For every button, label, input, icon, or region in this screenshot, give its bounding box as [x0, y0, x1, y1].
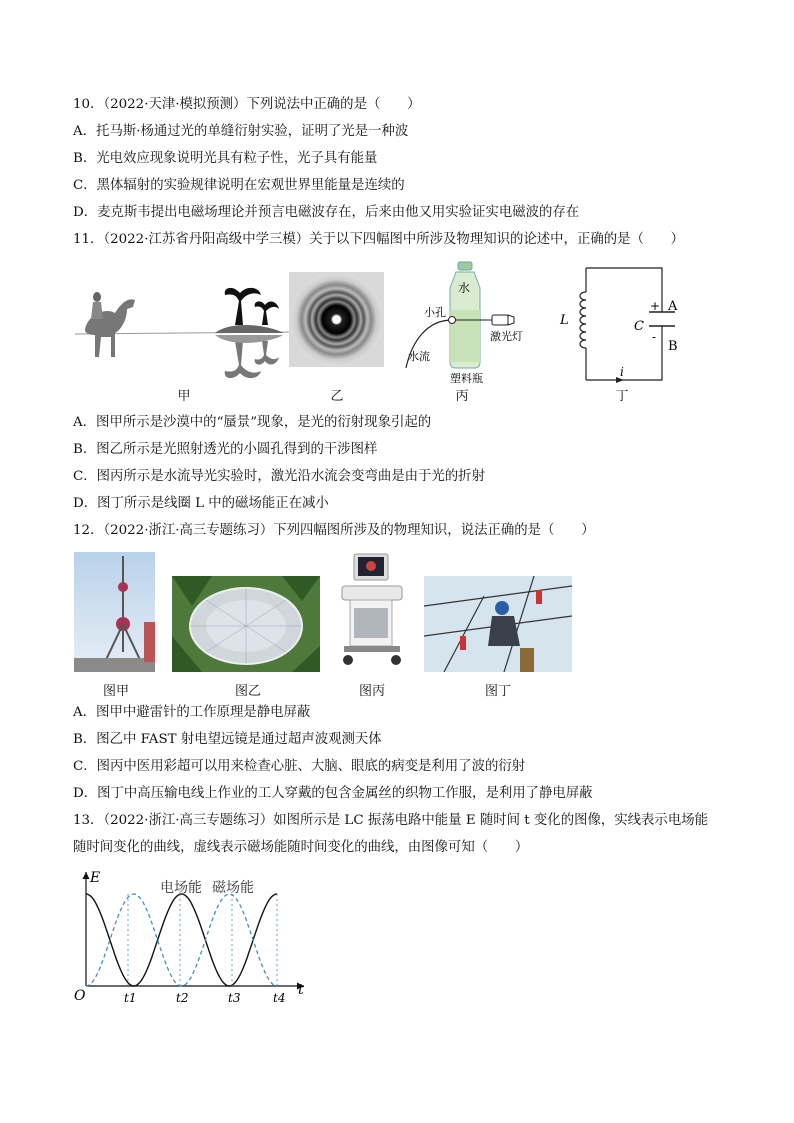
photo-label-bing: 图丙: [358, 684, 385, 699]
tick-t3: t3: [228, 991, 241, 1005]
photo-label-yi: 图乙: [234, 684, 261, 699]
q10-option-a: A．托马斯·杨通过光的单缝衍射实验，证明了光是一种波: [73, 124, 409, 139]
tick-t2: t2: [176, 991, 189, 1005]
legend-magnetic-energy: 磁场能: [212, 880, 254, 896]
fig-label-ding: 丁: [615, 389, 629, 404]
q10-option-c: C．黑体辐射的实验规律说明在宏观世界里能量是连续的: [73, 178, 405, 193]
q11-stem: 11．（2022·江苏省丹阳高级中学三模）关于以下四幅图中所涉及物理知识的论述中，正确的是（ ）: [73, 232, 685, 247]
q12-stem: 12．（2022·浙江·高三专题练习）下列四幅图所涉及的物理知识，说法正确的是（ ）: [73, 523, 595, 538]
circuit-label-c: C: [634, 319, 644, 334]
bottle-label-hole: 小孔: [424, 306, 446, 319]
diffraction-pattern-figure: [289, 272, 384, 367]
tick-t1: t1: [124, 991, 137, 1005]
circuit-label-a: A: [668, 299, 678, 314]
bottle-label-laser: 激光灯: [490, 330, 523, 343]
electric-energy-curve: [86, 894, 277, 986]
magnetic-energy-curve: [86, 894, 277, 986]
q11-option-d: D．图丁所示是线圈 L 中的磁场能正在减小: [73, 496, 329, 511]
q11-option-c: C．图丙所示是水流导光实验时，激光沿水流会变弯曲是由于光的折射: [73, 469, 485, 484]
energy-time-graph: [70, 864, 320, 1006]
mirage-figure: [75, 285, 290, 395]
q12-option-c: C．图丙中医用彩超可以用来检查心脏、大脑、眼底的病变是利用了波的衍射: [73, 759, 526, 774]
q11-option-a: A．图甲所示是沙漠中的“蜃景”现象，是光的衍射现象引起的: [73, 415, 432, 430]
q12-option-d: D．图丁中高压输电线上作业的工人穿戴的包含金属丝的织物工作服，是利用了静电屏蔽: [73, 786, 593, 801]
circuit-label-i: i: [620, 365, 624, 379]
circuit-label-plus: +: [650, 299, 661, 313]
bottle-label-stream: 水流: [408, 350, 430, 363]
origin-label: O: [74, 988, 86, 1004]
fig-label-bing: 丙: [455, 389, 469, 404]
q12-option-b: B．图乙中 FAST 射电望远镜是通过超声波观测天体: [73, 732, 382, 747]
x-axis-label: t: [298, 982, 304, 998]
y-axis-label: E: [90, 870, 101, 886]
bottle-label-water: 水: [458, 281, 471, 295]
fig-label-jia: 甲: [177, 389, 191, 404]
tick-t4: t4: [273, 991, 286, 1005]
lc-circuit-figure: [552, 262, 692, 387]
tv-tower-photo: [74, 552, 155, 672]
q13-stem-line2: 随时间变化的曲线，虚线表示磁场能随时间变化的曲线，由图像可知（ ）: [73, 840, 529, 855]
fast-telescope-photo: [172, 576, 320, 672]
circuit-label-l: L: [560, 313, 569, 328]
circuit-label-minus: -: [652, 330, 657, 344]
power-line-worker-photo: [424, 576, 572, 672]
q11-option-b: B．图乙所示是光照射透光的小圆孔得到的干涉图样: [73, 442, 378, 457]
bottle-label-bottle: 塑料瓶: [450, 372, 483, 385]
q10-stem: 10．（2022·天津·模拟预测）下列说法中正确的是（ ）: [73, 97, 421, 112]
ultrasound-machine-photo: [336, 552, 408, 674]
water-stream-laser-figure: [398, 260, 538, 385]
fig-label-yi: 乙: [330, 389, 344, 404]
q12-option-a: A．图甲中避雷针的工作原理是静电屏蔽: [73, 705, 311, 720]
q13-stem-line1: 13．（2022·浙江·高三专题练习）如图所示是 LC 振荡电路中能量 E 随时间 t 变化的图像，实线表示电场能: [73, 813, 708, 828]
legend-electric-energy: 电场能: [160, 880, 202, 896]
q10-option-d: D．麦克斯韦提出电磁场理论并预言电磁波存在，后来由他又用实验证实电磁波的存在: [73, 205, 580, 220]
circuit-label-b: B: [668, 339, 678, 354]
photo-label-jia: 图甲: [102, 684, 129, 699]
photo-label-ding: 图丁: [484, 684, 511, 699]
q10-option-b: B．光电效应现象说明光具有粒子性，光子具有能量: [73, 151, 378, 166]
